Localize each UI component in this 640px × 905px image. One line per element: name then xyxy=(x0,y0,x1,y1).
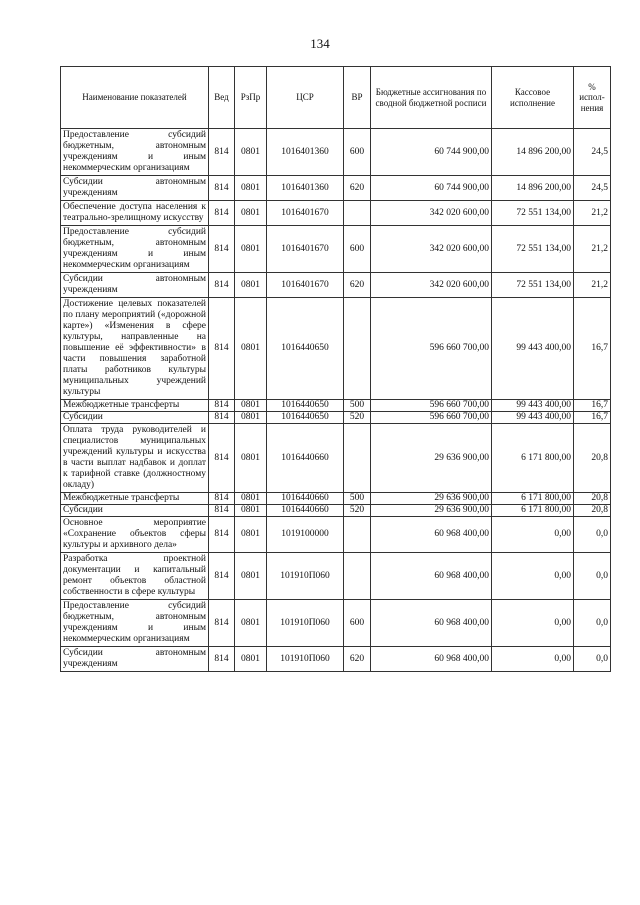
budget-execution-table xyxy=(60,66,611,672)
table-row xyxy=(61,600,611,647)
table-row xyxy=(61,553,611,600)
row-csr: 1016401670 xyxy=(267,226,344,273)
row-percent: 20,8 xyxy=(574,493,611,505)
row-assignments: 342 020 600,00 xyxy=(371,201,492,226)
row-vr xyxy=(344,298,371,400)
row-cash: 72 551 134,00 xyxy=(492,201,574,226)
row-name: Субсидии xyxy=(61,412,209,424)
row-csr: 1016440660 xyxy=(267,493,344,505)
row-ved: 814 xyxy=(209,647,235,672)
row-csr: 1016440660 xyxy=(267,505,344,517)
row-assignments: 596 660 700,00 xyxy=(371,298,492,400)
row-cash: 99 443 400,00 xyxy=(492,400,574,412)
row-cash: 72 551 134,00 xyxy=(492,226,574,273)
row-name: Оплата труда руководителей и специалистов муниципальных учреждений культуры и искусства в части выплат надбавок и доплат к тарифной ставке (должностному окладу) xyxy=(61,424,209,493)
row-percent: 0,0 xyxy=(574,553,611,600)
table-row xyxy=(61,493,611,505)
row-ved: 814 xyxy=(209,226,235,273)
row-ved: 814 xyxy=(209,201,235,226)
header-vr: ВР xyxy=(344,67,371,129)
row-cash: 14 896 200,00 xyxy=(492,129,574,176)
row-csr: 1019100000 xyxy=(267,517,344,553)
row-rzpr: 0801 xyxy=(235,273,267,298)
row-ved: 814 xyxy=(209,424,235,493)
row-percent: 16,7 xyxy=(574,298,611,400)
row-cash: 99 443 400,00 xyxy=(492,298,574,400)
row-vr: 620 xyxy=(344,647,371,672)
row-vr: 520 xyxy=(344,412,371,424)
row-csr: 101910П060 xyxy=(267,553,344,600)
row-name: Предоставление субсидий бюджетным, автономным учреждениям и иным некоммерческим организациям xyxy=(61,226,209,273)
row-name: Обеспечение доступа населения к театрально-зрелищному искусству xyxy=(61,201,209,226)
row-name: Разработка проектной документации и капитальный ремонт объектов областной собственности в сфере культуры xyxy=(61,553,209,600)
table-row xyxy=(61,400,611,412)
row-cash: 99 443 400,00 xyxy=(492,412,574,424)
row-csr: 1016401360 xyxy=(267,176,344,201)
row-cash: 6 171 800,00 xyxy=(492,424,574,493)
row-assignments: 60 968 400,00 xyxy=(371,517,492,553)
row-assignments: 596 660 700,00 xyxy=(371,412,492,424)
row-name: Субсидии автономным учреждениям xyxy=(61,647,209,672)
header-ved: Вед xyxy=(209,67,235,129)
row-ved: 814 xyxy=(209,600,235,647)
row-ved: 814 xyxy=(209,400,235,412)
row-csr: 1016401670 xyxy=(267,273,344,298)
row-cash: 6 171 800,00 xyxy=(492,505,574,517)
row-assignments: 342 020 600,00 xyxy=(371,226,492,273)
row-rzpr: 0801 xyxy=(235,647,267,672)
row-vr: 600 xyxy=(344,226,371,273)
row-vr: 620 xyxy=(344,176,371,201)
row-percent: 0,0 xyxy=(574,517,611,553)
row-ved: 814 xyxy=(209,517,235,553)
row-rzpr: 0801 xyxy=(235,493,267,505)
row-cash: 0,00 xyxy=(492,553,574,600)
row-percent: 21,2 xyxy=(574,273,611,298)
row-ved: 814 xyxy=(209,412,235,424)
row-percent: 0,0 xyxy=(574,600,611,647)
table-row xyxy=(61,412,611,424)
row-percent: 24,5 xyxy=(574,129,611,176)
row-rzpr: 0801 xyxy=(235,553,267,600)
row-assignments: 60 968 400,00 xyxy=(371,600,492,647)
row-name: Субсидии автономным учреждениям xyxy=(61,273,209,298)
table-header-row xyxy=(61,67,611,129)
row-name: Межбюджетные трансферты xyxy=(61,400,209,412)
row-percent: 20,8 xyxy=(574,505,611,517)
row-ved: 814 xyxy=(209,273,235,298)
table-row xyxy=(61,647,611,672)
row-cash: 0,00 xyxy=(492,517,574,553)
row-percent: 0,0 xyxy=(574,647,611,672)
table-row xyxy=(61,273,611,298)
row-cash: 0,00 xyxy=(492,600,574,647)
row-cash: 14 896 200,00 xyxy=(492,176,574,201)
row-percent: 16,7 xyxy=(574,400,611,412)
row-rzpr: 0801 xyxy=(235,298,267,400)
row-ved: 814 xyxy=(209,176,235,201)
row-rzpr: 0801 xyxy=(235,129,267,176)
page-number: 134 xyxy=(310,36,330,51)
row-csr: 1016440660 xyxy=(267,424,344,493)
row-assignments: 29 636 900,00 xyxy=(371,424,492,493)
row-rzpr: 0801 xyxy=(235,201,267,226)
table-row xyxy=(61,505,611,517)
row-ved: 814 xyxy=(209,553,235,600)
row-csr: 1016440650 xyxy=(267,298,344,400)
row-cash: 0,00 xyxy=(492,647,574,672)
row-rzpr: 0801 xyxy=(235,176,267,201)
row-name: Предоставление субсидий бюджетным, автономным учреждениям и иным некоммерческим организациям xyxy=(61,600,209,647)
row-rzpr: 0801 xyxy=(235,600,267,647)
row-percent: 20,8 xyxy=(574,424,611,493)
row-name: Межбюджетные трансферты xyxy=(61,493,209,505)
row-vr: 520 xyxy=(344,505,371,517)
row-csr: 101910П060 xyxy=(267,600,344,647)
header-rzpr: РзПр xyxy=(235,67,267,129)
row-csr: 1016440650 xyxy=(267,412,344,424)
row-percent: 24,5 xyxy=(574,176,611,201)
row-percent: 21,2 xyxy=(574,226,611,273)
row-ved: 814 xyxy=(209,129,235,176)
row-assignments: 60 744 900,00 xyxy=(371,176,492,201)
table-row xyxy=(61,517,611,553)
row-vr xyxy=(344,201,371,226)
row-rzpr: 0801 xyxy=(235,424,267,493)
row-rzpr: 0801 xyxy=(235,517,267,553)
table-row xyxy=(61,201,611,226)
row-vr: 500 xyxy=(344,400,371,412)
row-assignments: 60 968 400,00 xyxy=(371,553,492,600)
row-vr: 500 xyxy=(344,493,371,505)
row-csr: 1016401360 xyxy=(267,129,344,176)
header-percent: % испол-нения xyxy=(574,67,611,129)
row-cash: 72 551 134,00 xyxy=(492,273,574,298)
row-rzpr: 0801 xyxy=(235,226,267,273)
row-rzpr: 0801 xyxy=(235,400,267,412)
table-row xyxy=(61,298,611,400)
row-name: Достижение целевых показателей по плану мероприятий («дорожной карте») «Изменения в сфере культуры, направленные на повышение её эффективности» в части повышения заработной платы работников культуры муниципальных учреждений культуры xyxy=(61,298,209,400)
row-name: Предоставление субсидий бюджетным, автономным учреждениям и иным некоммерческим организациям xyxy=(61,129,209,176)
header-assignments: Бюджетные ассигнования по сводной бюджетной росписи xyxy=(371,67,492,129)
table-row xyxy=(61,424,611,493)
row-csr: 1016401670 xyxy=(267,201,344,226)
row-csr: 101910П060 xyxy=(267,647,344,672)
row-assignments: 29 636 900,00 xyxy=(371,505,492,517)
table-row xyxy=(61,176,611,201)
row-ved: 814 xyxy=(209,298,235,400)
row-name: Субсидии xyxy=(61,505,209,517)
row-vr: 620 xyxy=(344,273,371,298)
row-assignments: 60 744 900,00 xyxy=(371,129,492,176)
row-vr: 600 xyxy=(344,600,371,647)
row-cash: 6 171 800,00 xyxy=(492,493,574,505)
table-row xyxy=(61,226,611,273)
row-vr xyxy=(344,553,371,600)
row-vr: 600 xyxy=(344,129,371,176)
row-assignments: 60 968 400,00 xyxy=(371,647,492,672)
row-percent: 16,7 xyxy=(574,412,611,424)
header-cash: Кассовое исполнение xyxy=(492,67,574,129)
row-csr: 1016440650 xyxy=(267,400,344,412)
table-row xyxy=(61,129,611,176)
header-csr: ЦСР xyxy=(267,67,344,129)
row-assignments: 596 660 700,00 xyxy=(371,400,492,412)
row-ved: 814 xyxy=(209,493,235,505)
row-name: Субсидии автономным учреждениям xyxy=(61,176,209,201)
row-ved: 814 xyxy=(209,505,235,517)
header-name: Наименование показателей xyxy=(61,67,209,129)
row-vr xyxy=(344,424,371,493)
row-percent: 21,2 xyxy=(574,201,611,226)
row-assignments: 29 636 900,00 xyxy=(371,493,492,505)
row-assignments: 342 020 600,00 xyxy=(371,273,492,298)
row-rzpr: 0801 xyxy=(235,505,267,517)
row-rzpr: 0801 xyxy=(235,412,267,424)
row-vr xyxy=(344,517,371,553)
row-name: Основное мероприятие «Сохранение объектов сферы культуры и архивного дела» xyxy=(61,517,209,553)
